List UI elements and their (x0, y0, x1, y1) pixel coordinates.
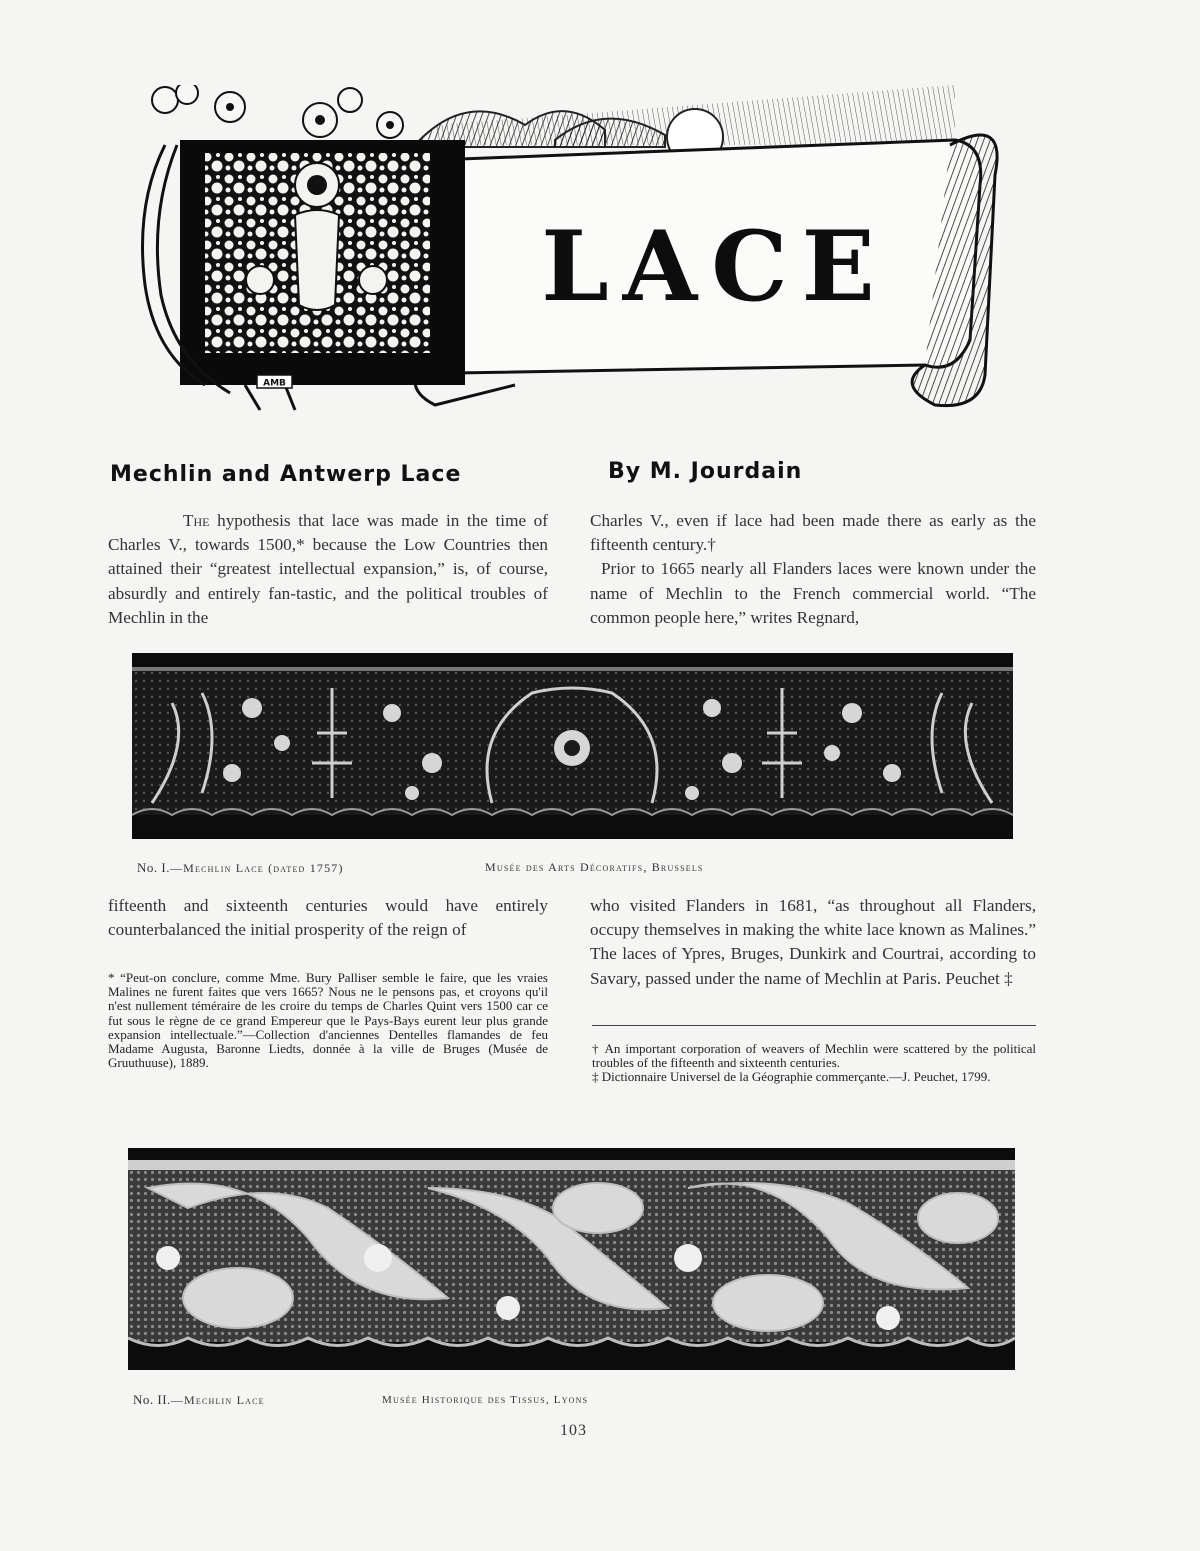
banner-title: LACE (541, 210, 889, 323)
lead-paragraph: hypothesis that lace was made in the time of Charles V., towards 1500,* because the Low Countries then attained their “greatest intellectual expansion,” is, of course, absurdly and entirely fan-tastic, and the political troubles of Mechlin in the (108, 511, 548, 627)
figure-2-caption (133, 1392, 265, 1408)
footnote-double-dagger: ‡ Dictionnaire Universel de la Géographie commerçante.—J. Peuchet, 1799. (592, 1069, 991, 1085)
figure-2-number: No. II. (133, 1392, 171, 1407)
footnotes-left (108, 971, 548, 1070)
column-left-top (108, 509, 548, 630)
figure-1-number: No. I. (137, 860, 170, 875)
footnote-rule (592, 1025, 1036, 1026)
footnotes-right (592, 1042, 1036, 1085)
paragraph-visited: who visited Flanders in 1681, “as throughout all Flanders, occupy themselves in making the white lace known as Malines.” The laces of Ypres, Bruges, Dunkirk and Courtrai, according to Savary, passed under the name of Mechlin at Paris. Peuchet ‡ (590, 896, 1036, 988)
page-number: 103 (560, 1422, 587, 1439)
figure-2-lace-photo (128, 1148, 1015, 1370)
lace-pattern-2 (128, 1148, 1015, 1370)
lead-word: The (183, 511, 210, 530)
figure-2-label: —Mechlin Lace (170, 1393, 265, 1407)
paragraph-fifteenth: fifteenth and sixteenth centuries would have entirely counterbalanced the initial prosperity of the reign of (108, 896, 548, 940)
footnote-dagger: † An important corporation of weavers of Mechlin were scattered by the political troubles of the fifteenth and sixteenth centuries. (592, 1041, 1036, 1071)
article-title: Mechlin and Antwerp Lace (110, 462, 462, 487)
lace-banner-illustration (135, 85, 1007, 415)
figure-1-lace-photo (132, 653, 1013, 839)
column-right-top (590, 509, 1036, 630)
article-byline: By M. Jourdain (608, 459, 803, 484)
column-right-bottom (590, 894, 1036, 991)
monogram: AMB (263, 378, 286, 389)
column-left-bottom (108, 894, 548, 942)
figure-1-label: —Mechlin Lace (dated 1757) (169, 861, 344, 875)
paragraph-prior: Prior to 1665 nearly all Flanders laces were known under the name of Mechlin to the French commercial world. “The common people here,” writes Regnard, (590, 559, 1036, 627)
figure-1-location: Musée des Arts Décoratifs, Brussels (485, 860, 704, 874)
footnote-star: * “Peut-on conclure, comme Mme. Bury Palliser semble le faire, que les vraies Malines ne furent faites que vers 1665? Nous ne le pensons pas, et croyons qu'il n'est nullement téméraire de les croire du temps de Charles Quint vers 1500 car ce fut sous le règne de ce grand Empereur que le Pays-Bays eurent leur plus grande expansion intellectuale.”—Collection d'anciennes Dentelles flamandes de feu Madame Augusta, Baronne Liedts, donnée à la ville de Bruges (Musée de Gruuthuuse), 1889. (108, 970, 548, 1071)
paragraph-charles: Charles V., even if lace had been made there as early as the fifteenth century.† (590, 511, 1036, 555)
figure-2-location: Musée Historique des Tissus, Lyons (382, 1394, 589, 1406)
figure-1-caption (137, 860, 344, 876)
lace-pattern-1 (132, 653, 1013, 839)
